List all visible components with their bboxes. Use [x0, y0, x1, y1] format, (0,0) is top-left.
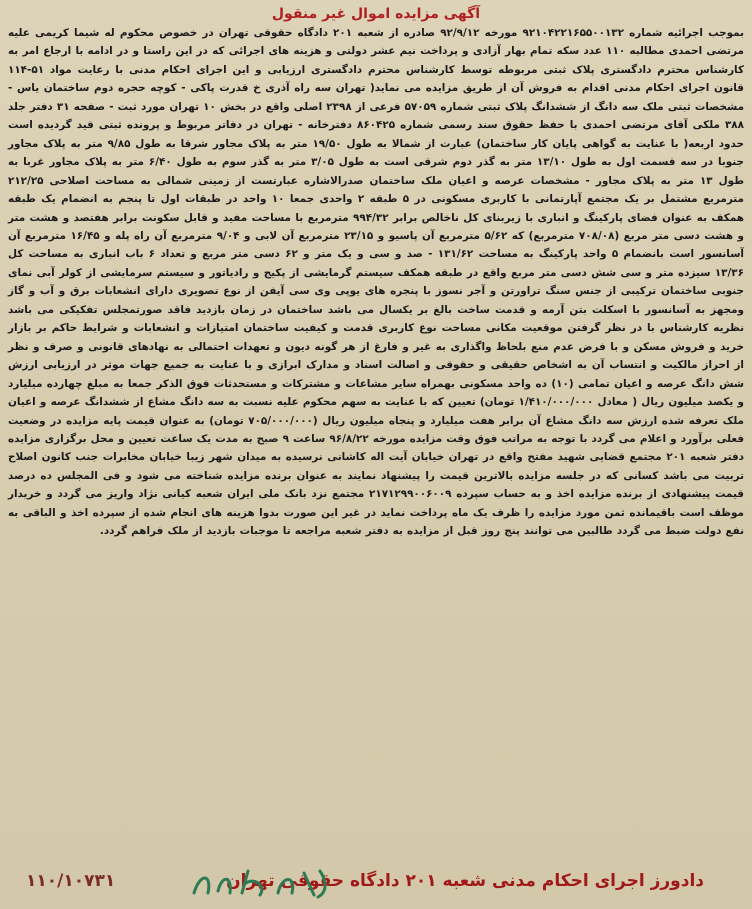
- notice-title: آگهی مزایده اموال غیر منقول: [271, 6, 481, 22]
- notice-footer: [8, 869, 744, 903]
- handwritten-stamp-icon: [186, 863, 336, 903]
- notice-body: بموجب اجرائیه شماره ۹۲۱۰۴۲۲۱۶۵۵۰۰۱۳۲ مورخه ۹۲/۹/۱۲ صادره از شعبه ۲۰۱ دادگاه حقوقی تهران در خصوص محکوم له شیما کریمی علیه مرتضی احمدی مطالبه ۱۱۰ عدد سکه تمام بهار آزادی و پرداخت نیم عشر دولتی و هزینه های اجرائی که در این راستا و در ادامه با ارجاع امر به کارشناس محترم دادگستری پلاک ثبتی مربوطه توسط کارشناس محترم دادگستری ارزیابی و این اجرای احکام مدنی با رعایت مواد ۵۱-۱۱۴ قانون اجرای احکام مدنی اقدام به فروش آن از طریق مزایده می نماید( تهران سه راه آذری خ قدرت پاکی - کوچه حجره دوم ساختمان یاس - مشخصات ثبتی ملک سه دانگ از ششدانگ پلاک ثبتی شماره ۵۷۰۵۹ فرعی از ۲۳۹۸ اصلی واقع در بخش ۱۰ تهران مورد ثبت - صفحه ۳۱ دفتر جلد ۳۸۸ ملکی آقای مرتضی احمدی با حفظ حقوق سند رسمی شماره ۸۶۰۴۲۵ دفترخانه - تهران در دفاتر مربوط و پرونده ثبتی قید گردیده است حدود اربعه( با عنایت به گواهی پایان کار ساختمان) عبارت از شمالا به طول ۱۹/۵۰ متر به پلاک مجاور شرقا به طول ۹/۸۵ متر به پلاک مجاور جنوبا در سه قسمت اول به طول ۱۳/۱۰ متر به گذر دوم شرقی است به طول ۳/۰۵ متر به گذر سوم به طول ۶/۴۰ متر به پلاک مجاور غربا به طول ۱۳ متر به پلاک مجاور - مشخصات عرصه و اعیان ملک ساختمان صدرالاشاره عبارتست از زمینی شمالی به مساحت اصلاحی ۲۱۲/۲۵ مترمربع مشتمل بر یک مجتمع آپارتمانی با کاربری مسکونی در ۵ طبقه ۲ واحدی جمعا ۱۰ واحد در طبقات اول تا پنجم به انضمام یک طبقه همکف به عنوان فضای پارکینگ و انباری با زیربنای کل ناخالص برابر ۹۹۴/۳۲ مترمربع با مساحت مفید و قابل سکونت برابر هفتصد و هشت متر و هشت دسی متر مربع (۷۰۸/۰۸ مترمربع) که ۵/۶۲ مترمربع آن پاسیو و ۲۳/۱۵ مترمربع آن لابی و ۹/۰۴ مترمربع آن راه پله و ۱۶/۴۵ مترمربع آن آسانسور است بانضمام ۵ واحد پارکینگ به مساحت ۱۳۱/۶۲ - صد و سی و یک متر و ۶۲ دسی متر مربع و تعداد ۶ باب انباری به مساحت کل ۱۳/۳۶ سیزده متر و سی شش دسی متر مربع واقع در طبقه همکف سیستم گرمایشی از پکیج و رادیاتور و سیستم سرمایشی از کولر آبی نمای جنوبی ساختمان ترکیبی از جنس سنگ تراورتن و آجر نسوز با پنجره های یوپی وی سی آیفن از نوع تصویری دارای انشعابات برق و آب و گاز ومجهز به آسانسور با اسکلت بتن آرمه و قدمت ساخت بالغ بر یکسال می باشد ساختمان در زمان بازدید فاقد صورتمجلس تفکیکی می باشد نظریه کارشناس با در نظر گرفتن موقعیت مکانی مساحت نوع کاربری قدمت و کیفیت ساختمان امتیازات و انشعابات و شرایط حاکم بر بازار خرید و فروش مسکن و با فرض عدم منع بلحاظ واگذاری به غیر و فارغ از هر گونه دیون و تعهدات احتمالی به نهادهای قانونی و صرف و نظر از احراز مالکیت و انتساب آن به اشخاص حقیقی و حقوقی و اصالت اسناد و مدارک ابرازی و با عنایت به جمیع جهات موثر در ارزیابی ارزش شش دانگ عرصه و اعیان تمامی (۱۰) ده واحد مسکونی بهمراه سایر مشاعات و مشترکات و مستحدثات فوق الذکر جمعا به مبلغ چهارده میلیارد و یکصد میلیون ریال ( معادل ۱/۴۱۰/۰۰۰/۰۰۰ تومان) تعیین که با عنایت به سهم محکوم علیه نسبت به سه دانگ مشاع از ششدانگ عرصه و اعیان ملک تعرفه شده ارزش سه دانگ مشاع آن برابر هفت میلیارد و پنجاه میلیون ریال (۷۰۵/۰۰۰/۰۰۰ تومان) به عنوان قیمت پایه مزایده در وضعیت فعلی برآورد و اعلام می گردد با توجه به مراتب فوق وقت مزایده مورخه ۹۶/۸/۲۲ ساعت ۹ صبح به مدت یک ساعت تعیین و محل برگزاری مزایده دفتر شعبه ۲۰۱ مجتمع قضایی شهید مفتح واقع در تهران خیابان آیت اله کاشانی نرسیده به میدان شهر زیبا خیابان مخابرات جنب کانون اصلاح تربیت می باشد کسانی که در جلسه مزایده بالاترین قیمت را پیشنهاد نمایند به عنوان برنده مزایده شناخته می شود و فی المجلس ده درصد قیمت پیشنهادی از برنده مزایده اخذ و به حساب سپرده ۲۱۷۱۲۹۹۰۰۶۰۰۹ مجتمع نزد بانک ملی ایران شعبه کیانی نژاد واریز می گردد و خریدار موظف است باقیمانده ثمن مورد مزایده را ظرف یک ماه پرداخت نماید در غیر این صورت بدوا هزینه های انجام شده از سپرده اخذ و الباقی به نفع دولت ضبط می گردد طالبین می توانند پنج روز قبل از مزایده به دفتر شعبه مراجعه تا موجبات بازدید از ملک فراهم گردد.: [8, 27, 745, 538]
- signature-line: دادورز اجرای احکام مدنی شعبه ۲۰۱ دادگاه حقوقی تهران: [226, 871, 704, 891]
- reference-number: ۱۱۰/۱۰۷۳۱: [26, 871, 116, 891]
